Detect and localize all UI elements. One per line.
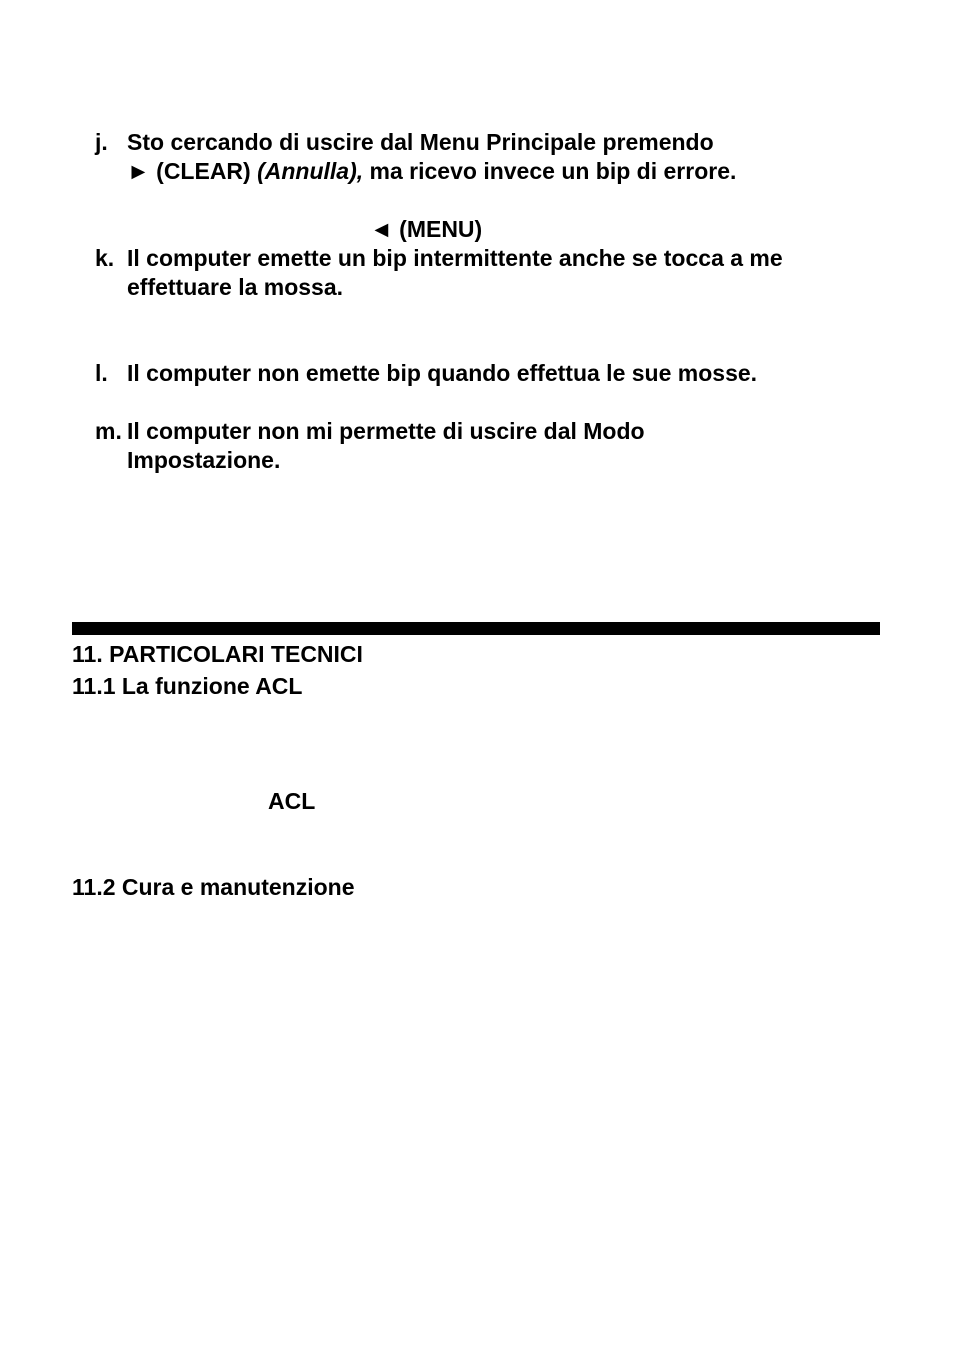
section-divider <box>72 622 880 635</box>
item-j-line1: Sto cercando di uscire dal Menu Principale premendo <box>127 129 714 155</box>
item-j-answer <box>370 215 482 244</box>
item-j-line2 <box>127 157 736 186</box>
item-m-line1: Il computer non mi permette di uscire dal Modo <box>127 418 645 444</box>
clear-key-label: (CLEAR) <box>156 158 251 184</box>
left-arrow-icon: ◄ <box>370 216 393 242</box>
menu-key-label: (MENU) <box>399 216 483 242</box>
item-l-marker: l. <box>95 360 108 386</box>
annulla-label: (Annulla), <box>257 158 364 184</box>
item-j-line2-rest: ma ricevo invece un bip di errore. <box>369 158 737 184</box>
item-k-line2: effettuare la mossa. <box>127 274 344 300</box>
item-m-line2: Impostazione. <box>127 447 281 473</box>
section-title: 11. PARTICOLARI TECNICI <box>72 641 363 667</box>
item-k-marker: k. <box>95 245 115 271</box>
item-j-marker: j. <box>95 129 108 155</box>
subsection-acl-title: 11.1 La funzione ACL <box>72 673 303 699</box>
acl-label: ACL <box>268 788 316 814</box>
item-l-line1: Il computer non emette bip quando effettua le sue mosse. <box>127 360 758 386</box>
right-arrow-icon: ► <box>127 158 150 184</box>
item-k-line1: Il computer emette un bip intermittente anche se tocca a me <box>127 245 783 271</box>
item-m-marker: m. <box>95 418 122 444</box>
subsection-care-title: 11.2 Cura e manutenzione <box>72 874 355 900</box>
